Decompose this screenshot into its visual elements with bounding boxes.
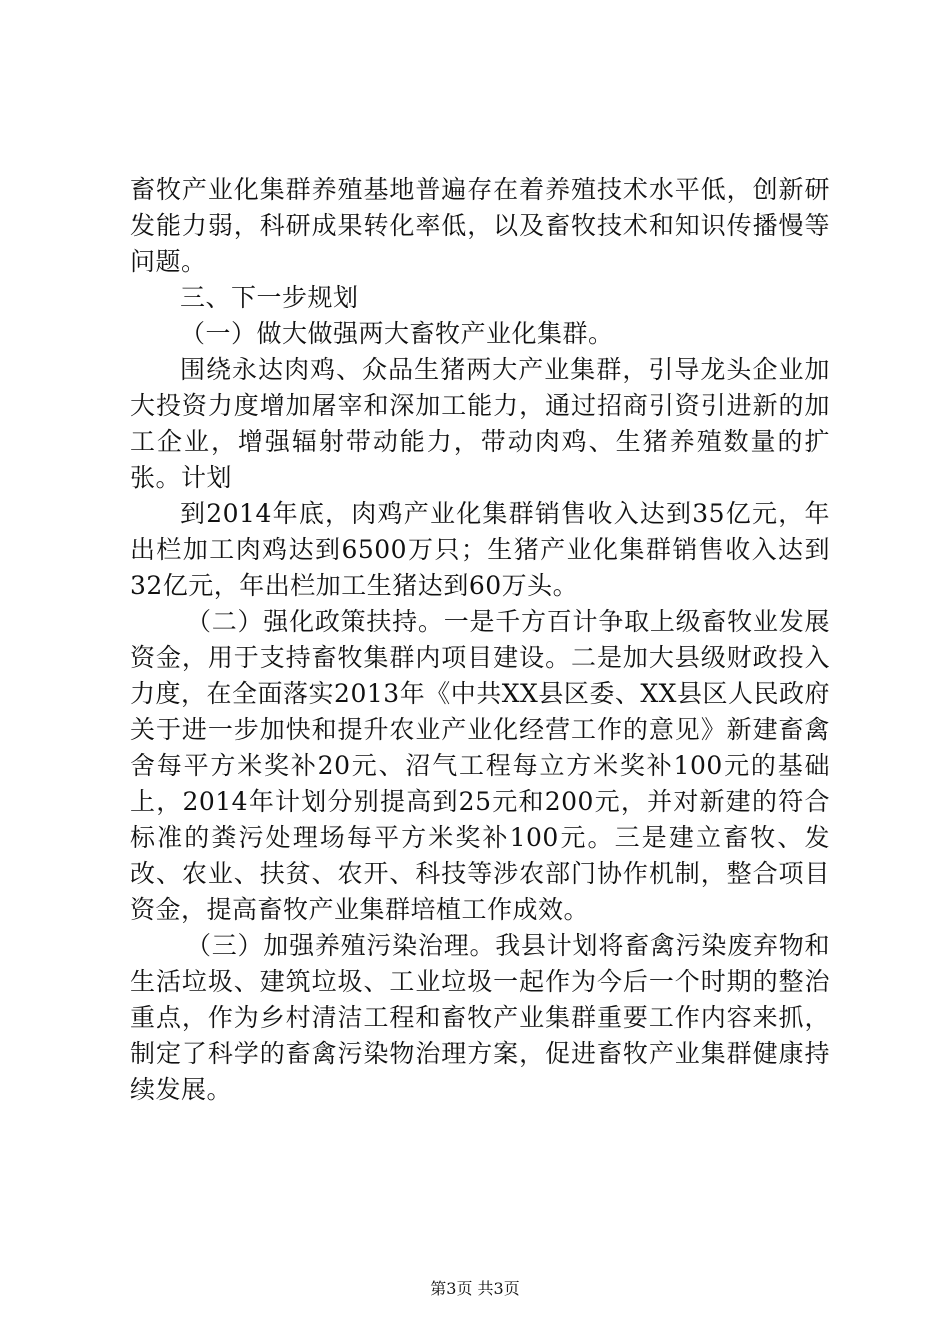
- paragraph-clusters: 围绕永达肉鸡、众品生猪两大产业集群，引导龙头企业加大投资力度增加屠宰和深加工能力，通过招商引资引进新的加工企业，增强辐射带动能力，带动肉鸡、生猪养殖数量的扩张。计划: [130, 355, 830, 492]
- document-body: [130, 172, 830, 1108]
- paragraph-targets: 到2014年底，肉鸡产业化集群销售收入达到35亿元，年出栏加工肉鸡达到6500万只；生猪产业化集群销售收入达到32亿元，年出栏加工生猪达到60万头。: [130, 499, 830, 600]
- subheading-clusters: （一）做大做强两大畜牧产业化集群。: [180, 319, 614, 348]
- paragraph-policy-support: （二）强化政策扶持。一是千方百计争取上级畜牧业发展资金，用于支持畜牧集群内项目建设。二是加大县级财政投入力度，在全面落实2013年《中共XX县区委、XX县区人民政府关于进一步加快和提升农业产业化经营工作的意见》新建畜禽舍每平方米奖补20元、沼气工程每立方米奖补100元的基础上，2014年计划分别提高到25元和200元，并对新建的符合标准的粪污处理场每平方米奖补100元。三是建立畜牧、发改、农业、扶贫、农开、科技等涉农部门协作机制，整合项目资金，提高畜牧产业集群培植工作成效。: [130, 607, 830, 924]
- paragraph-pollution-control: （三）加强养殖污染治理。我县计划将畜禽污染废弃物和生活垃圾、建筑垃圾、工业垃圾一起作为今后一个时期的整治重点，作为乡村清洁工程和畜牧产业集群重要工作内容来抓，制定了科学的畜禽污染物治理方案，促进畜牧产业集群健康持续发展。: [130, 931, 830, 1104]
- section-heading-next-steps: 三、下一步规划: [180, 283, 359, 312]
- page-number-footer: 第3页 共3页: [430, 1279, 520, 1298]
- paragraph-problems: 畜牧产业化集群养殖基地普遍存在着养殖技术水平低，创新研发能力弱，科研成果转化率低，以及畜牧技术和知识传播慢等问题。: [130, 175, 830, 276]
